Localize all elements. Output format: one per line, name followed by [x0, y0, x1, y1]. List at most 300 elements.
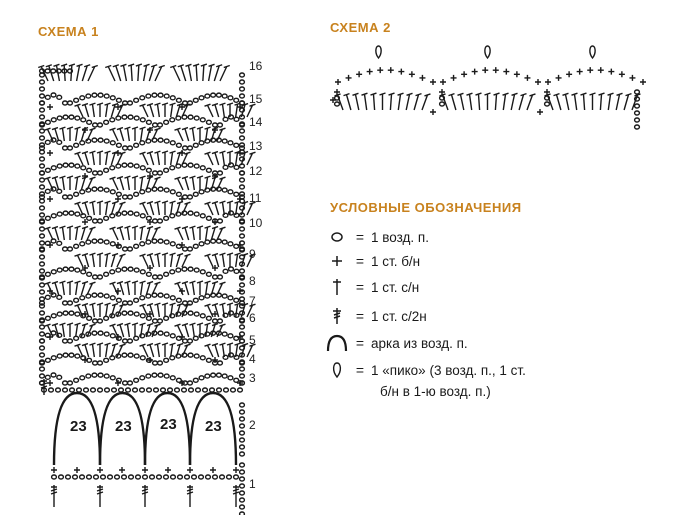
chain-stitch: [104, 94, 109, 98]
single-crochet-stitch: [97, 467, 103, 473]
chain-stitch: [234, 378, 239, 382]
chain-stitch: [40, 171, 45, 175]
row-number: 8: [249, 274, 256, 288]
chain-stitch: [218, 361, 223, 365]
chain-stitch: [116, 192, 121, 196]
single-crochet-stitch: [577, 69, 583, 75]
single-crochet-stitch: [503, 69, 509, 75]
double-crochet-stitch: [189, 127, 195, 141]
chain-stitch: [240, 171, 245, 175]
chain-stitch: [101, 475, 106, 479]
chain-stitch: [98, 138, 103, 142]
legend-equals: =: [355, 253, 365, 269]
chain-stitch: [218, 219, 223, 223]
double-crochet-stitch: [580, 93, 586, 110]
chain-stitch: [140, 141, 145, 145]
chain-stitch: [104, 216, 109, 220]
chain-stitch: [229, 267, 234, 271]
chain-stitch: [40, 136, 45, 140]
single-crochet-stitch: [74, 467, 80, 473]
single-crochet-stitch: [629, 75, 635, 81]
double-crochet-stitch: [147, 202, 154, 215]
chain-stitch: [40, 339, 45, 343]
chain-stitch: [170, 141, 175, 145]
double-crochet-stitch: [189, 176, 195, 190]
chain-stitch: [228, 141, 233, 145]
chain-stitch: [40, 241, 45, 245]
chain-stitch: [98, 293, 103, 297]
single-crochet-stitch: [566, 71, 572, 77]
legend-text-chain: 1 возд. п.: [371, 229, 429, 245]
chain-stitch: [92, 373, 97, 377]
chain-stitch: [193, 244, 198, 248]
chain-stitch: [74, 298, 79, 302]
chain-stitch: [240, 129, 245, 133]
chain-stitch: [199, 242, 204, 246]
chain-stitch: [68, 301, 73, 305]
chain-stitch: [57, 312, 62, 316]
chain-stitch: [140, 356, 145, 360]
chain-stitch: [81, 118, 86, 122]
double-crochet-stitch: [89, 253, 95, 267]
chain-stitch: [158, 171, 163, 175]
single-crochet-stitch: [165, 467, 171, 473]
row-number: 9: [249, 247, 256, 261]
chain-stitch: [222, 332, 227, 336]
chain-stitch: [73, 475, 78, 479]
double-crochet-stitch: [352, 93, 358, 110]
chain-stitch: [240, 470, 245, 474]
chain-stitch: [134, 244, 139, 248]
chain-stitch: [51, 69, 56, 73]
chain-stitch: [228, 376, 233, 380]
chain-stitch: [140, 296, 145, 300]
chain-stitch: [158, 293, 163, 297]
double-crochet-stitch: [205, 202, 213, 215]
row-number: 7: [249, 294, 256, 308]
chain-stitch: [51, 118, 56, 122]
double-crochet-stitch: [87, 128, 95, 141]
chain-stitch: [81, 166, 86, 170]
chain-stitch: [40, 234, 45, 238]
chain-stitch: [240, 178, 245, 182]
chain-stitch: [40, 304, 45, 308]
chain-stitch: [240, 424, 245, 428]
treble-crochet-icon: [330, 306, 344, 326]
chain-stitch: [98, 187, 103, 191]
chain-stitch: [234, 98, 239, 102]
legend-row-chain: [325, 226, 429, 248]
chain-stitch: [200, 118, 205, 122]
double-crochet-stitch: [175, 128, 183, 141]
double-crochet-stitch: [466, 93, 472, 110]
double-crochet-stitch: [608, 93, 614, 110]
chain-stitch: [176, 268, 181, 272]
chain-stitch: [183, 339, 188, 343]
double-crochet-stitch: [562, 93, 568, 110]
double-crochet-stitch: [97, 201, 103, 215]
chain-stitch: [128, 301, 133, 305]
chain-stitch: [68, 339, 73, 343]
single-crochet-stitch: [587, 67, 593, 73]
double-crochet-stitch: [511, 93, 517, 110]
chain-stitch: [218, 319, 223, 323]
chain-stitch: [238, 388, 243, 392]
chain-stitch: [234, 192, 239, 196]
single-crochet-icon: [330, 254, 344, 268]
chain-stitch: [223, 269, 228, 273]
chain-stitch: [140, 190, 145, 194]
double-crochet-stitch: [170, 151, 176, 165]
chain-stitch: [240, 477, 245, 481]
chain-stitch: [192, 475, 197, 479]
chain-stitch: [122, 115, 127, 119]
chain-stitch: [63, 339, 68, 343]
double-crochet-stitch: [140, 281, 146, 295]
treble-crochet-stitch: [51, 485, 57, 507]
legend-text-tr: 1 ст. с/2н: [371, 308, 427, 324]
chain-stitch: [40, 255, 45, 259]
chain-stitch: [40, 192, 45, 196]
double-crochet-stitch: [45, 177, 53, 190]
chain-stitch: [164, 358, 169, 362]
chain-stitch: [110, 296, 115, 300]
double-crochet-stitch: [380, 93, 386, 110]
chain-stitch: [134, 212, 139, 216]
chain-stitch: [98, 331, 103, 335]
double-crochet-stitch: [45, 282, 53, 295]
double-crochet-stitch: [105, 65, 115, 81]
chain-stitch: [134, 116, 139, 120]
chain-stitch: [63, 301, 68, 305]
chain-stitch: [40, 94, 45, 98]
chain-stitch: [200, 356, 205, 360]
chain-stitch: [128, 247, 133, 251]
double-crochet-stitch: [189, 281, 195, 295]
double-crochet-stitch: [519, 94, 526, 110]
chain-stitch: [63, 211, 68, 215]
row-number: 12: [249, 164, 263, 178]
chain-stitch: [45, 120, 50, 124]
chain-stitch: [228, 334, 233, 338]
chain-stitch: [199, 141, 204, 145]
chain-stitch: [158, 331, 163, 335]
chain-stitch: [40, 332, 45, 336]
chain-stitch: [40, 325, 45, 329]
legend-equals: =: [355, 229, 365, 245]
chain-stitch: [110, 118, 115, 122]
double-crochet-stitch: [45, 128, 53, 141]
chain-stitch: [140, 166, 145, 170]
chain-stitch: [210, 388, 215, 392]
chain-stitch: [93, 123, 98, 127]
double-crochet-stitch: [88, 65, 98, 81]
chain-stitch: [40, 199, 45, 203]
chain-stitch: [126, 388, 131, 392]
double-crochet-stitch: [162, 253, 168, 267]
double-crochet-stitch: [144, 64, 150, 81]
chain-stitch: [140, 270, 145, 274]
chain-stitch: [51, 166, 56, 170]
double-crochet-stitch: [389, 93, 395, 110]
chain-stitch: [158, 187, 163, 191]
chain-stitch: [158, 123, 163, 127]
chain-stitch: [45, 295, 50, 299]
chain-stitch: [176, 298, 181, 302]
chain-stitch: [91, 388, 96, 392]
single-crochet-stitch: [210, 467, 216, 473]
double-crochet-stitch: [197, 323, 203, 337]
single-crochet-stitch: [409, 71, 415, 77]
chain-stitch: [222, 374, 227, 378]
chain-stitch: [45, 216, 50, 220]
chain-stitch: [164, 168, 169, 172]
chain-stitch: [56, 388, 61, 392]
double-crochet-stitch: [616, 93, 622, 110]
chain-stitch: [129, 475, 134, 479]
chain-stitch: [75, 164, 80, 168]
double-crochet-stitch: [110, 128, 118, 141]
double-crochet-stitch: [162, 151, 168, 165]
legend-text-picot-continuation: б/н в 1-ю возд. п.): [380, 384, 491, 399]
chain-stitch: [128, 195, 133, 199]
row-number: 3: [249, 371, 256, 385]
chain-stitch: [227, 475, 232, 479]
double-crochet-stitch: [205, 226, 211, 240]
chain-stitch: [104, 120, 109, 124]
double-crochet-stitch: [87, 227, 95, 240]
chain-stitch: [69, 115, 74, 119]
chain-stitch: [158, 373, 163, 377]
chain-stitch: [110, 242, 115, 246]
chain-stitch: [136, 475, 141, 479]
arch-label-2: 23: [115, 418, 132, 435]
chain-stitch: [194, 312, 199, 316]
chain-stitch: [92, 138, 97, 142]
chain-stitch: [40, 108, 45, 112]
chain-stitch: [240, 227, 245, 231]
schema2-stitches: [330, 46, 646, 129]
chain-stitch: [206, 358, 211, 362]
double-crochet-stitch: [82, 152, 89, 165]
chain-stitch: [80, 190, 85, 194]
chain-stitch: [240, 491, 245, 495]
chain-stitch: [220, 475, 225, 479]
chain-stitch: [140, 242, 145, 246]
double-crochet-stitch: [67, 226, 73, 240]
chain-stitch: [218, 275, 223, 279]
arch-icon: [326, 334, 348, 352]
chain-stitch: [158, 93, 163, 97]
chain-stitch: [193, 192, 198, 196]
row-number: 6: [249, 311, 256, 325]
double-crochet-stitch: [89, 201, 95, 215]
single-crochet-stitch: [535, 79, 541, 85]
chain-stitch: [40, 283, 45, 287]
chain-stitch: [240, 80, 245, 84]
double-crochet-stitch: [370, 93, 376, 110]
chain-stitch: [240, 417, 245, 421]
chain-stitch: [68, 146, 73, 150]
chain-stitch: [116, 298, 121, 302]
legend-row-sc: [325, 250, 420, 272]
chain-stitch: [93, 361, 98, 365]
single-crochet-stitch: [47, 150, 53, 156]
chain-stitch: [80, 141, 85, 145]
chain-stitch: [40, 206, 45, 210]
chain-stitch: [51, 270, 56, 274]
chain-stitch: [63, 101, 68, 105]
double-crochet-stitch: [81, 282, 88, 295]
chain-stitch: [206, 316, 211, 320]
chain-stitch: [170, 96, 175, 100]
chain-stitch: [158, 219, 163, 223]
chain-stitch: [188, 247, 193, 251]
chain-stitch: [140, 118, 145, 122]
schema2-title: СХЕМА 2: [330, 20, 391, 35]
chain-stitch: [183, 247, 188, 251]
chain-stitch: [57, 268, 62, 272]
double-crochet-stitch: [154, 151, 160, 165]
double-crochet-stitch: [448, 94, 455, 110]
chain-stitch: [63, 115, 68, 119]
chain-stitch: [69, 353, 74, 357]
double-crochet-stitch: [124, 127, 130, 141]
double-crochet-stitch: [140, 127, 146, 141]
chain-stitch: [188, 163, 193, 167]
chain-stitch: [161, 388, 166, 392]
double-crochet-stitch: [67, 281, 73, 295]
double-crochet-stitch: [82, 202, 89, 215]
legend-row-picot: [325, 359, 526, 381]
chain-stitch: [216, 93, 221, 97]
single-crochet-stitch: [142, 467, 148, 473]
double-crochet-stitch: [110, 282, 118, 295]
single-crochet-stitch: [430, 109, 436, 115]
chain-stitch: [158, 361, 163, 365]
legend-equals: =: [355, 279, 365, 295]
chain-stitch: [63, 388, 68, 392]
chain-stitch: [176, 192, 181, 196]
double-crochet-stitch: [87, 177, 95, 190]
chain-stitch: [545, 102, 550, 106]
legend-text-dc: 1 ст. с/н: [371, 279, 420, 295]
chain-stitch: [69, 267, 74, 271]
chain-stitch: [188, 146, 193, 150]
chain-stitch: [87, 475, 92, 479]
chain-stitch: [240, 431, 245, 435]
chain-stitch: [199, 296, 204, 300]
double-crochet-stitch: [75, 176, 81, 190]
double-crochet-stitch: [124, 226, 130, 240]
chain-stitch: [194, 116, 199, 120]
chain-stitch: [69, 211, 74, 215]
single-crochet-stitch: [482, 67, 488, 73]
row-number: 14: [249, 115, 263, 129]
chain-stitch: [74, 98, 79, 102]
chain-stitch: [87, 216, 92, 220]
chain-stitch: [45, 140, 50, 144]
chain-stitch: [335, 102, 340, 106]
chain-stitch: [170, 270, 175, 274]
chain-stitch: [123, 247, 128, 251]
chain-stitch: [188, 267, 193, 271]
double-crochet-stitch: [494, 93, 500, 110]
chain-stitch: [170, 118, 175, 122]
row-number: 10: [249, 216, 263, 230]
chain-stitch: [240, 297, 245, 301]
chain-stitch: [93, 219, 98, 223]
double-crochet-stitch: [105, 343, 111, 357]
double-crochet-stitch: [140, 176, 146, 190]
chain-stitch: [108, 475, 113, 479]
chain-stitch: [110, 141, 115, 145]
double-crochet-stitch: [147, 152, 154, 165]
chain-stitch: [228, 242, 233, 246]
chain-stitch: [104, 188, 109, 192]
double-crochet-stitch: [140, 104, 148, 117]
double-crochet-stitch: [77, 64, 83, 81]
chain-stitch: [182, 267, 187, 271]
chain-stitch: [216, 373, 221, 377]
chain-stitch: [199, 190, 204, 194]
chain-stitch: [168, 388, 173, 392]
chain-stitch: [45, 316, 50, 320]
chain-stitch: [110, 96, 115, 100]
double-crochet-stitch: [162, 201, 168, 215]
chain-stitch: [93, 171, 98, 175]
chain-stitch: [171, 475, 176, 479]
picot-stitch: [376, 46, 381, 58]
chain-stitch: [147, 388, 152, 392]
chain-stitch: [234, 475, 239, 479]
double-crochet-stitch: [75, 254, 83, 267]
double-crochet-stitch: [176, 254, 183, 267]
double-crochet-icon: [330, 277, 344, 297]
chain-stitch: [92, 331, 97, 335]
double-crochet-stitch: [220, 65, 230, 81]
chain-stitch: [75, 354, 80, 358]
double-crochet-stitch: [59, 176, 65, 190]
chain-stitch: [80, 296, 85, 300]
double-crochet-stitch: [117, 128, 124, 141]
double-crochet-stitch: [140, 202, 148, 215]
chain-stitch: [123, 339, 128, 343]
chain-stitch: [86, 94, 91, 98]
double-crochet-stitch: [140, 152, 148, 165]
double-crochet-stitch: [205, 152, 213, 165]
chain-stitch: [40, 185, 45, 189]
double-crochet-stitch: [175, 227, 183, 240]
chain-stitch: [40, 374, 45, 378]
chain-stitch: [176, 143, 181, 147]
chain-stitch: [51, 373, 56, 377]
double-crochet-stitch: [475, 93, 481, 110]
chain-stitch: [128, 381, 133, 385]
double-crochet-stitch: [146, 227, 153, 240]
double-crochet-stitch: [189, 226, 195, 240]
chain-stitch: [63, 353, 68, 357]
chain-stitch: [116, 98, 121, 102]
double-crochet-stitch: [59, 226, 65, 240]
double-crochet-stitch: [59, 281, 65, 295]
double-crochet-stitch: [212, 344, 219, 357]
chain-stitch: [52, 475, 57, 479]
double-crochet-stitch: [219, 343, 225, 357]
chain-stitch: [140, 214, 145, 218]
chain-stitch: [199, 96, 204, 100]
chain-stitch: [200, 270, 205, 274]
